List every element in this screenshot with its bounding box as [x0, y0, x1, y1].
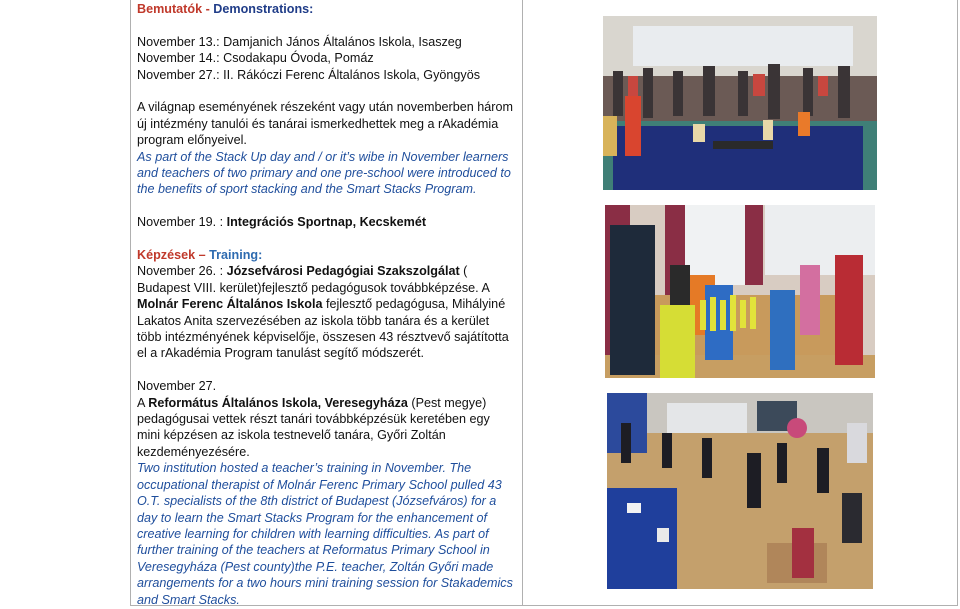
photo-gym-demo — [603, 16, 877, 190]
column-divider — [522, 0, 523, 606]
nov27-date: November 27. — [137, 379, 217, 394]
demo-item: November 14.: Csodakapu Óvoda, Pomáz — [137, 51, 374, 66]
nov26-item: November 26. : Józsefvárosi Pedagógiai Szakszolgálat ( Budapest VIII. kerület)fejlesztő pedagógusok továbbképzése. A Molnár Ferenc Általános Iskola fejlesztő pedagógusa, Mihályiné Lakatos Anita szervezésében az iskola több tanára és a kerület több intézményének képviselője, összesen 43 résztvevő sajátította el a rAkadémia Program tanulást segítő módszerét. — [137, 264, 509, 361]
demo-item: November 13.: Damjanich János Általános Iskola, Isaszeg — [137, 34, 462, 49]
nov19-item: November 19. : Integrációs Sportnap, Kecskemét — [137, 215, 427, 230]
training-header: Képzések – Training: — [137, 248, 263, 263]
intro-hungarian: A világnap eseményének részeként vagy után novemberben három új intézmény tanulói és tanárai ismerkedhettek meg a rAkadémia program előnyeivel. — [137, 100, 513, 148]
photo-gym-overhead — [607, 393, 873, 589]
nov27-item: A Református Általános Iskola, Veresegyháza (Pest megye) pedagógusai vettek részt tanári továbbképzésük keretében egy mini képzésen az iskola testnevelő tanára, Győri Zoltán kezdeményezésére. — [137, 395, 490, 459]
demo-item: November 27.: II. Rákóczi Ferenc Általános Iskola, Gyöngyös — [137, 67, 480, 82]
demonstrations-header: Bemutatók - Demonstrations: — [137, 2, 314, 16]
photo-classroom-stacking — [605, 205, 875, 378]
intro-english: As part of the Stack Up day and / or it’s wibe in November learners and teachers of two primary and one pre-school were introduced to the benefits of sport stacking and the Smart Stacks Program. — [137, 149, 511, 197]
text-column — [137, 0, 515, 608]
training-english: Two institution hosted a teacher’s training in November. The occupational therapist of Molnár Ferenc Primary School pulled 43 O.T. specialists of the 8th district of Budapest (Józsefváros) for a day to learn the Smart Stacks Program for the enhancement of creative learning for children with learning difficulties. As part of further training of the teachers at Reformatus Primary School in Veresegyháza (Pest county)the P.E. teacher, Zoltán Győri made arrangements for a two hours mini training session for Stakademics and Smart Stacks. — [137, 461, 513, 607]
